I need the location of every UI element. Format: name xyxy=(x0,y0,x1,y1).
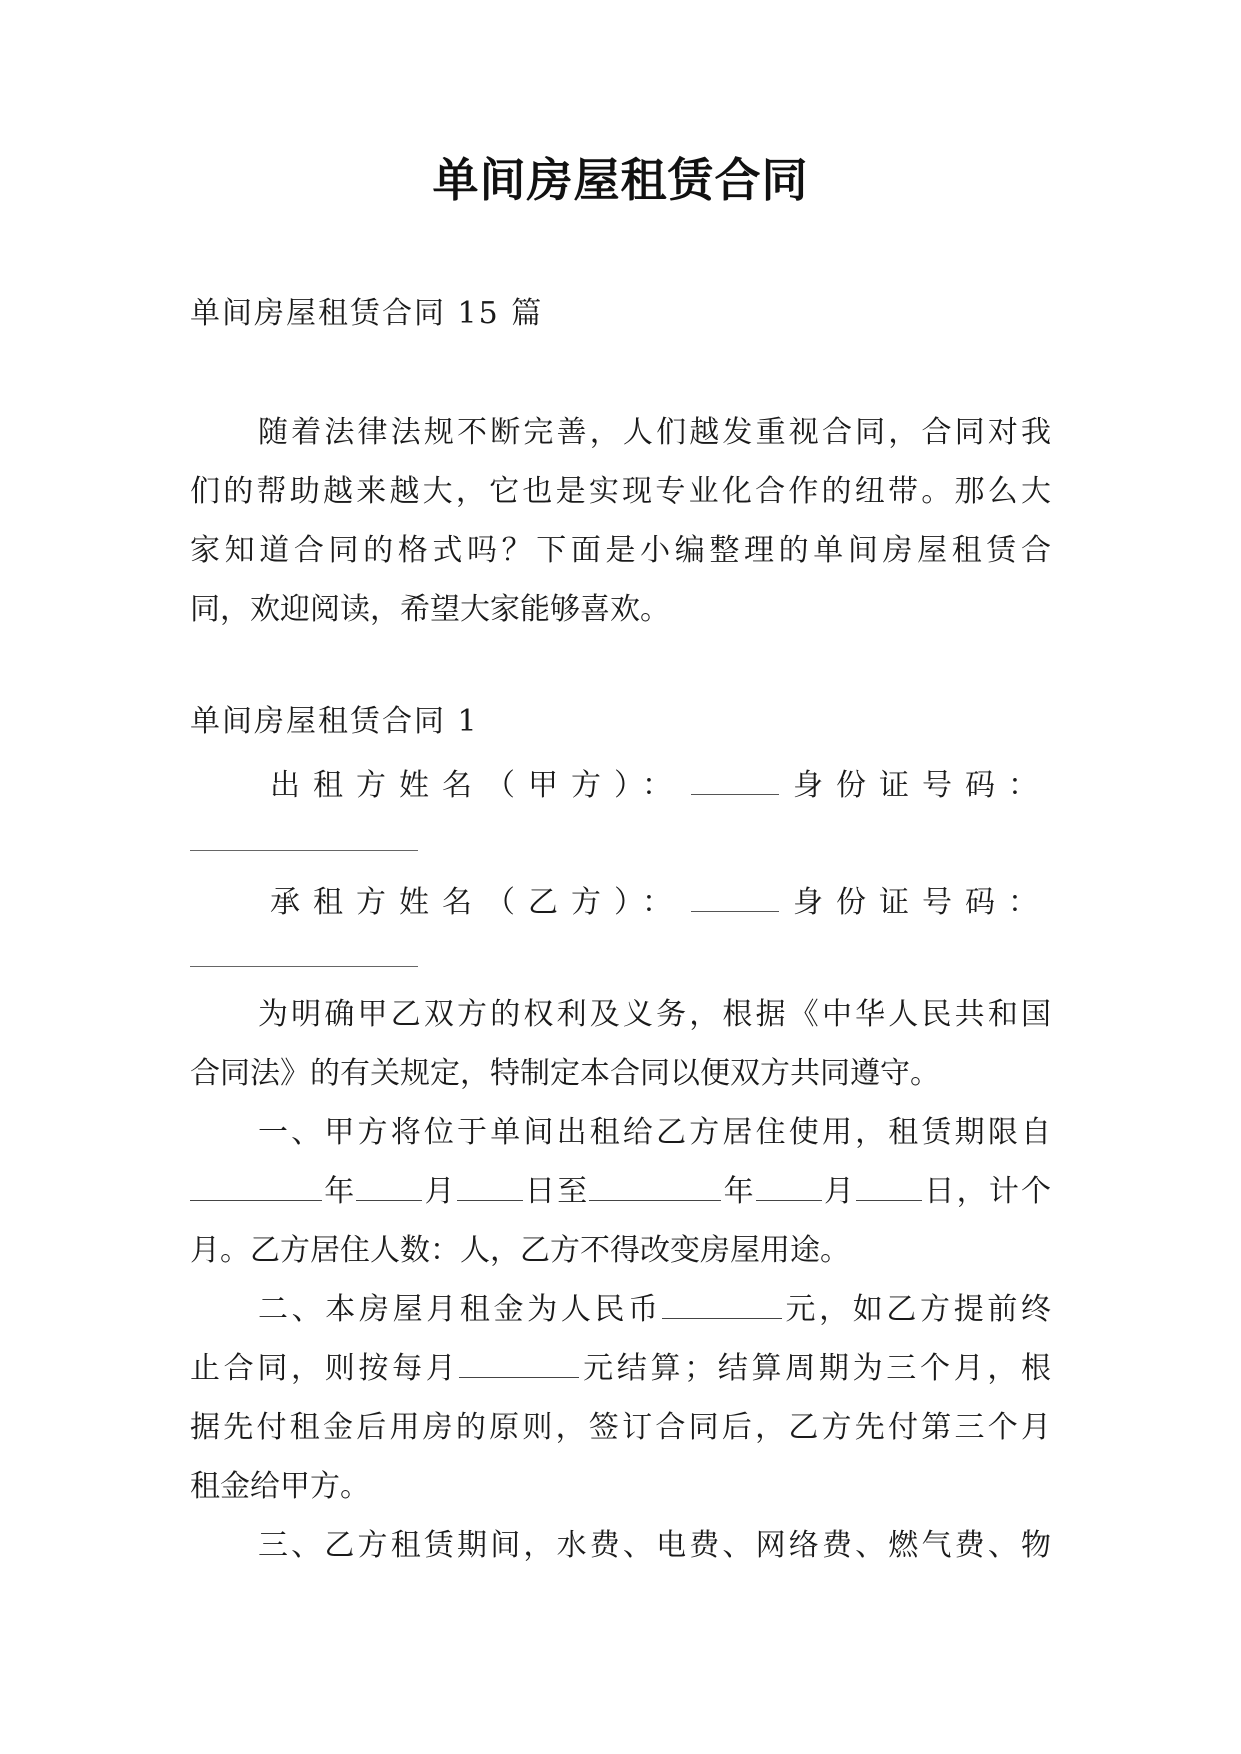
party-b-id-label: 身份证号码： xyxy=(793,885,1051,920)
clause-2-text: 二、本房屋月租金为人民币 xyxy=(258,1292,662,1327)
intro-line: 同，欢迎阅读，希望大家能够喜欢。 xyxy=(190,592,670,627)
clause-2-text: 元结算；结算周期为三个月，根 xyxy=(579,1351,1052,1386)
clause-1-line: 一、甲方将位于单间出租给乙方居住使用，租赁期限自 xyxy=(258,1115,1051,1150)
intro-line: 家知道合同的格式吗？下面是小编整理的单间房屋租赁合 xyxy=(190,533,1051,568)
start-month-blank xyxy=(356,1174,422,1201)
settlement-amount-blank xyxy=(459,1351,579,1378)
party-b-id-blank xyxy=(190,966,418,967)
intro-line: 们的帮助越来越大，它也是实现专业化合作的纽带。那么大 xyxy=(190,474,1051,509)
clause-2-line: 租金给甲方。 xyxy=(190,1469,370,1504)
clause-2-line: 据先付租金后用房的原则，签订合同后，乙方先付第三个月 xyxy=(190,1410,1051,1445)
clause-2-line xyxy=(190,1339,1051,1398)
party-a-id-label: 身份证号码： xyxy=(793,768,1051,803)
party-a-id-blank xyxy=(190,850,418,851)
day-to-label: 日至 xyxy=(522,1174,590,1209)
day-end-label: 日，计个 xyxy=(922,1174,1052,1209)
clause-intro-line: 合同法》的有关规定，特制定本合同以便双方共同遵守。 xyxy=(190,1056,940,1091)
clause-2-text: 止合同，则按每月 xyxy=(190,1351,460,1386)
party-a-label: 出租方姓名（甲方）： xyxy=(270,768,685,803)
year-label: 年 xyxy=(322,1174,357,1209)
intro-paragraph xyxy=(190,403,1051,639)
clause-2-text: 元，如乙方提前终 xyxy=(781,1292,1052,1327)
end-month-blank xyxy=(756,1174,822,1201)
year-label: 年 xyxy=(721,1174,756,1209)
section-heading: 单间房屋租赁合同 1 xyxy=(190,704,479,739)
clauses xyxy=(190,985,1051,1575)
start-year-blank xyxy=(190,1174,322,1201)
clause-intro-line: 为明确甲乙双方的权利及义务，根据《中华人民共和国 xyxy=(258,997,1051,1032)
document-title: 单间房屋租赁合同 xyxy=(432,153,809,207)
party-a-name-blank xyxy=(691,764,779,795)
party-b-name-blank xyxy=(691,881,779,912)
clause-2-line xyxy=(190,1280,1051,1339)
party-b-label: 承租方姓名（乙方）： xyxy=(270,885,685,920)
end-year-blank xyxy=(589,1174,721,1201)
clause-3-line: 三、乙方租赁期间，水费、电费、网络费、燃气费、物 xyxy=(258,1528,1051,1563)
clause-1-dates-line xyxy=(190,1162,1051,1221)
clause-1-line: 月。乙方居住人数：人，乙方不得改变房屋用途。 xyxy=(190,1233,850,1268)
month-label: 月 xyxy=(422,1174,457,1209)
document-subtitle: 单间房屋租赁合同 15 篇 xyxy=(190,296,544,331)
end-day-blank xyxy=(856,1174,922,1201)
party-b-line xyxy=(270,881,1051,925)
monthly-rent-blank xyxy=(662,1292,782,1319)
party-a-line xyxy=(270,764,1051,808)
month-label: 月 xyxy=(821,1174,857,1209)
start-day-blank xyxy=(457,1174,523,1201)
intro-line: 随着法律法规不断完善，人们越发重视合同，合同对我 xyxy=(258,415,1051,450)
